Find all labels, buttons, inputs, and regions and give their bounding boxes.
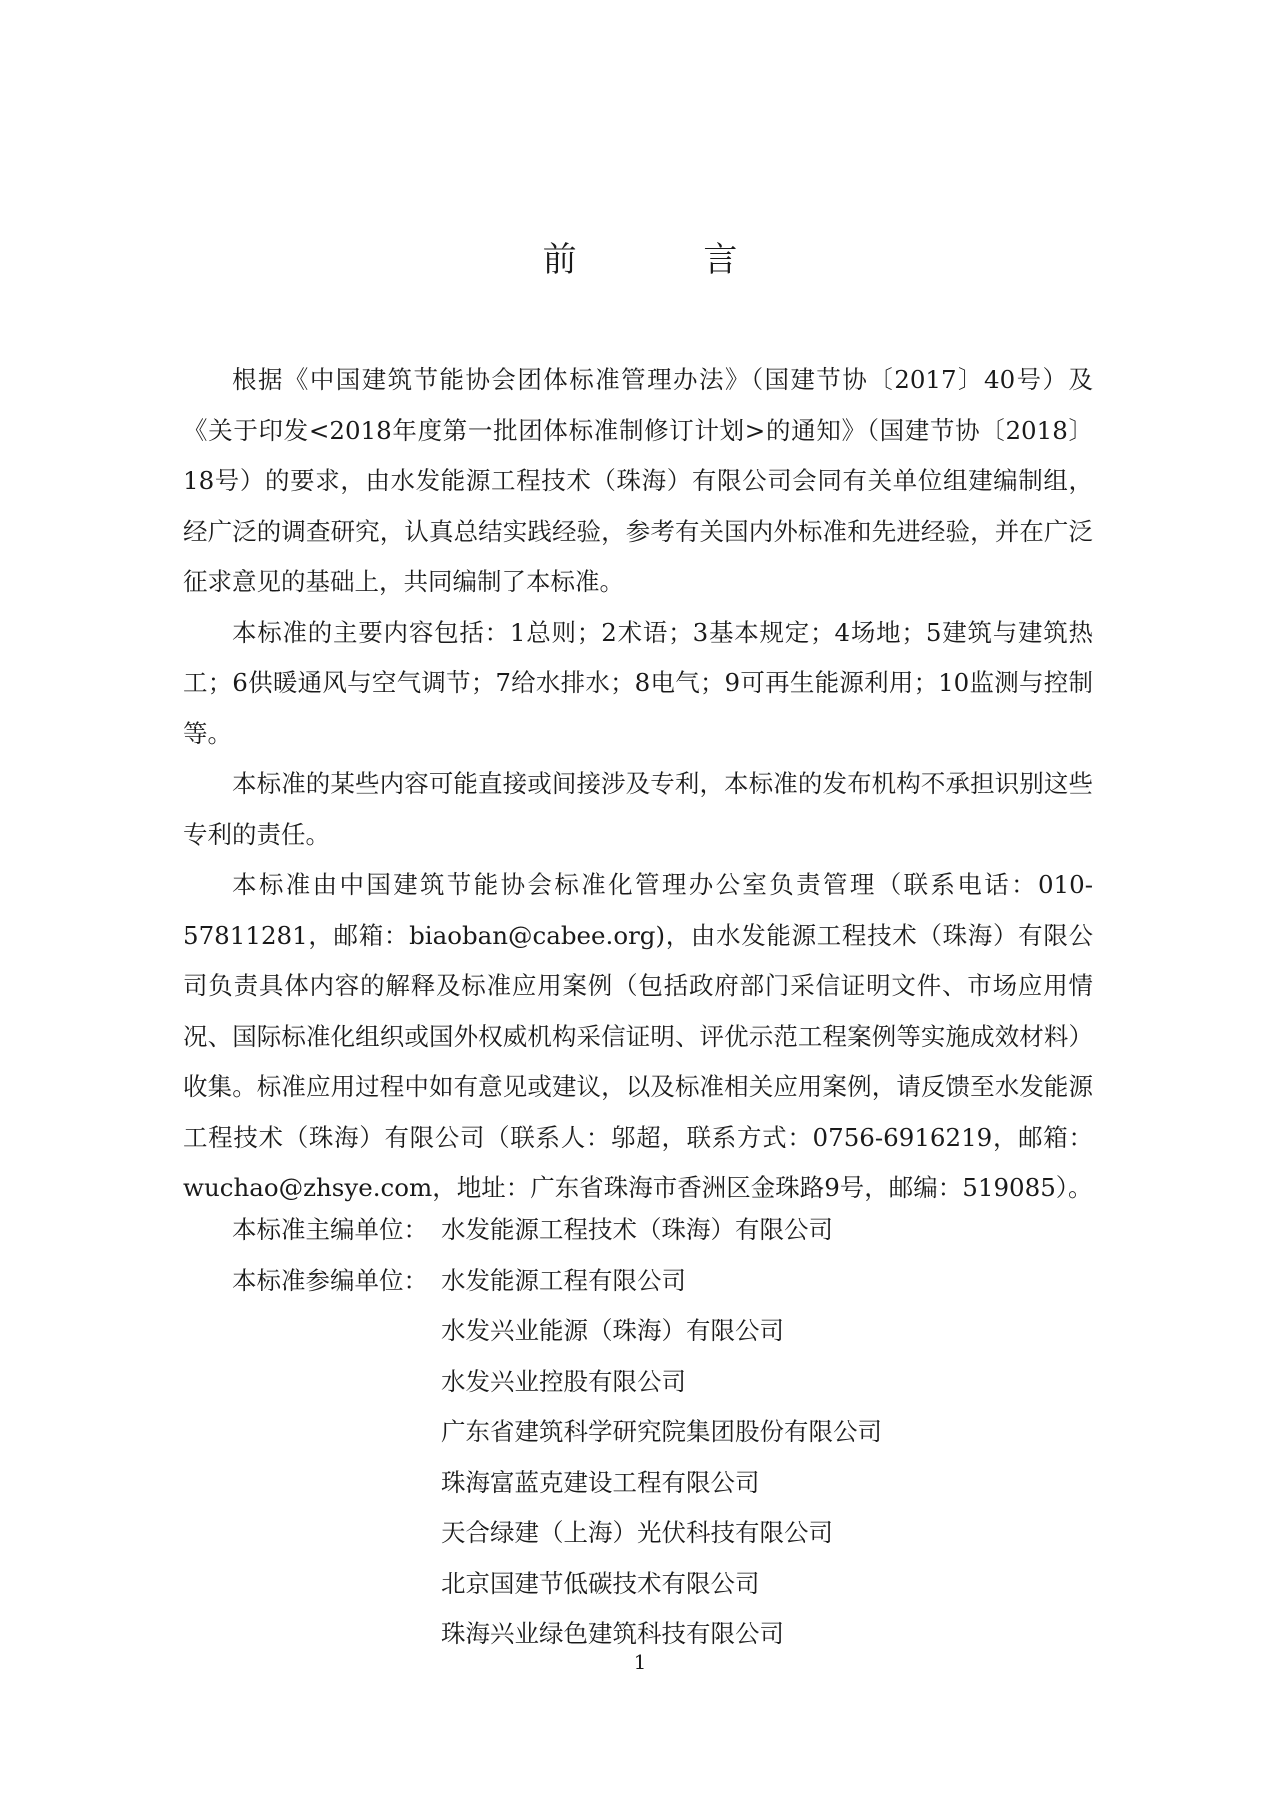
participant-unit: 广东省建筑科学研究院集团股份有限公司 — [441, 1417, 882, 1446]
editing-units — [183, 1205, 1093, 1660]
page-title: 前 言 — [542, 240, 796, 280]
preface-paragraph-contact: 本标准由中国建筑节能协会标准化管理办公室负责管理（联系电话：010-57811281，邮箱：biaoban@cabee.org)，由水发能源工程技术（珠海）有限公司负责具体内容的解释及标准应用案例（包括政府部门采信证明文件、市场应用情况、国际标准化组织或国外权威机构采信证明、评优示范工程案例等实施成效材料）收集。标准应用过程中如有意见或建议，以及标准相关应用案例，请反馈至水发能源工程技术（珠海）有限公司（联系人：邬超，联系方式：0756-6916219，邮箱：wuchao@zhsye.com，地址：广东省珠海市香洲区金珠路9号，邮编：519085）。 — [183, 870, 1093, 1202]
participant-unit: 北京国建节低碳技术有限公司 — [441, 1568, 760, 1598]
participant-row — [183, 1306, 1093, 1357]
participant-row — [183, 1357, 1093, 1408]
participant-unit: 珠海兴业绿色建筑科技有限公司 — [441, 1619, 784, 1648]
participant-row — [183, 1559, 1093, 1610]
participant-row — [183, 1407, 1093, 1458]
preface-body — [183, 355, 1093, 1214]
participant-unit: 水发能源工程有限公司 — [441, 1265, 686, 1295]
chief-editor-row — [183, 1205, 1093, 1256]
participant-row — [183, 1458, 1093, 1509]
participant-unit: 水发兴业能源（珠海）有限公司 — [441, 1316, 784, 1345]
chief-editor-label: 本标准主编单位： — [232, 1215, 428, 1244]
preface-paragraph-basis: 根据《中国建筑节能协会团体标准管理办法》（国建节协〔2017〕40号）及《关于印发<2018年度第一批团体标准制修订计划>的通知》（国建节协〔2018〕18号）的要求，由水发能源工程技术（珠海）有限公司会同有关单位组建编制组，经广泛的调查研究，认真总结实践经验，参考有关国内外标准和先进经验，并在广泛征求意见的基础上，共同编制了本标准。 — [183, 365, 1093, 596]
participant-row — [183, 1508, 1093, 1559]
participant-row — [183, 1256, 1093, 1307]
participant-unit: 水发兴业控股有限公司 — [441, 1366, 686, 1396]
participant-unit: 天合绿建（上海）光伏科技有限公司 — [441, 1518, 833, 1547]
chief-editor-value: 水发能源工程技术（珠海）有限公司 — [441, 1215, 833, 1244]
participants-label: 本标准参编单位： — [232, 1265, 428, 1295]
page-number: 1 — [633, 1650, 647, 1674]
preface-paragraph-patent: 本标准的某些内容可能直接或间接涉及专利，本标准的发布机构不承担识别这些专利的责任。 — [183, 769, 1093, 849]
preface-paragraph-contents: 本标准的主要内容包括：1总则；2术语；3基本规定；4场地；5建筑与建筑热工；6供暖通风与空气调节；7给水排水；8电气；9可再生能源利用；10监测与控制等。 — [183, 617, 1093, 748]
participant-unit: 珠海富蓝克建设工程有限公司 — [441, 1467, 760, 1497]
